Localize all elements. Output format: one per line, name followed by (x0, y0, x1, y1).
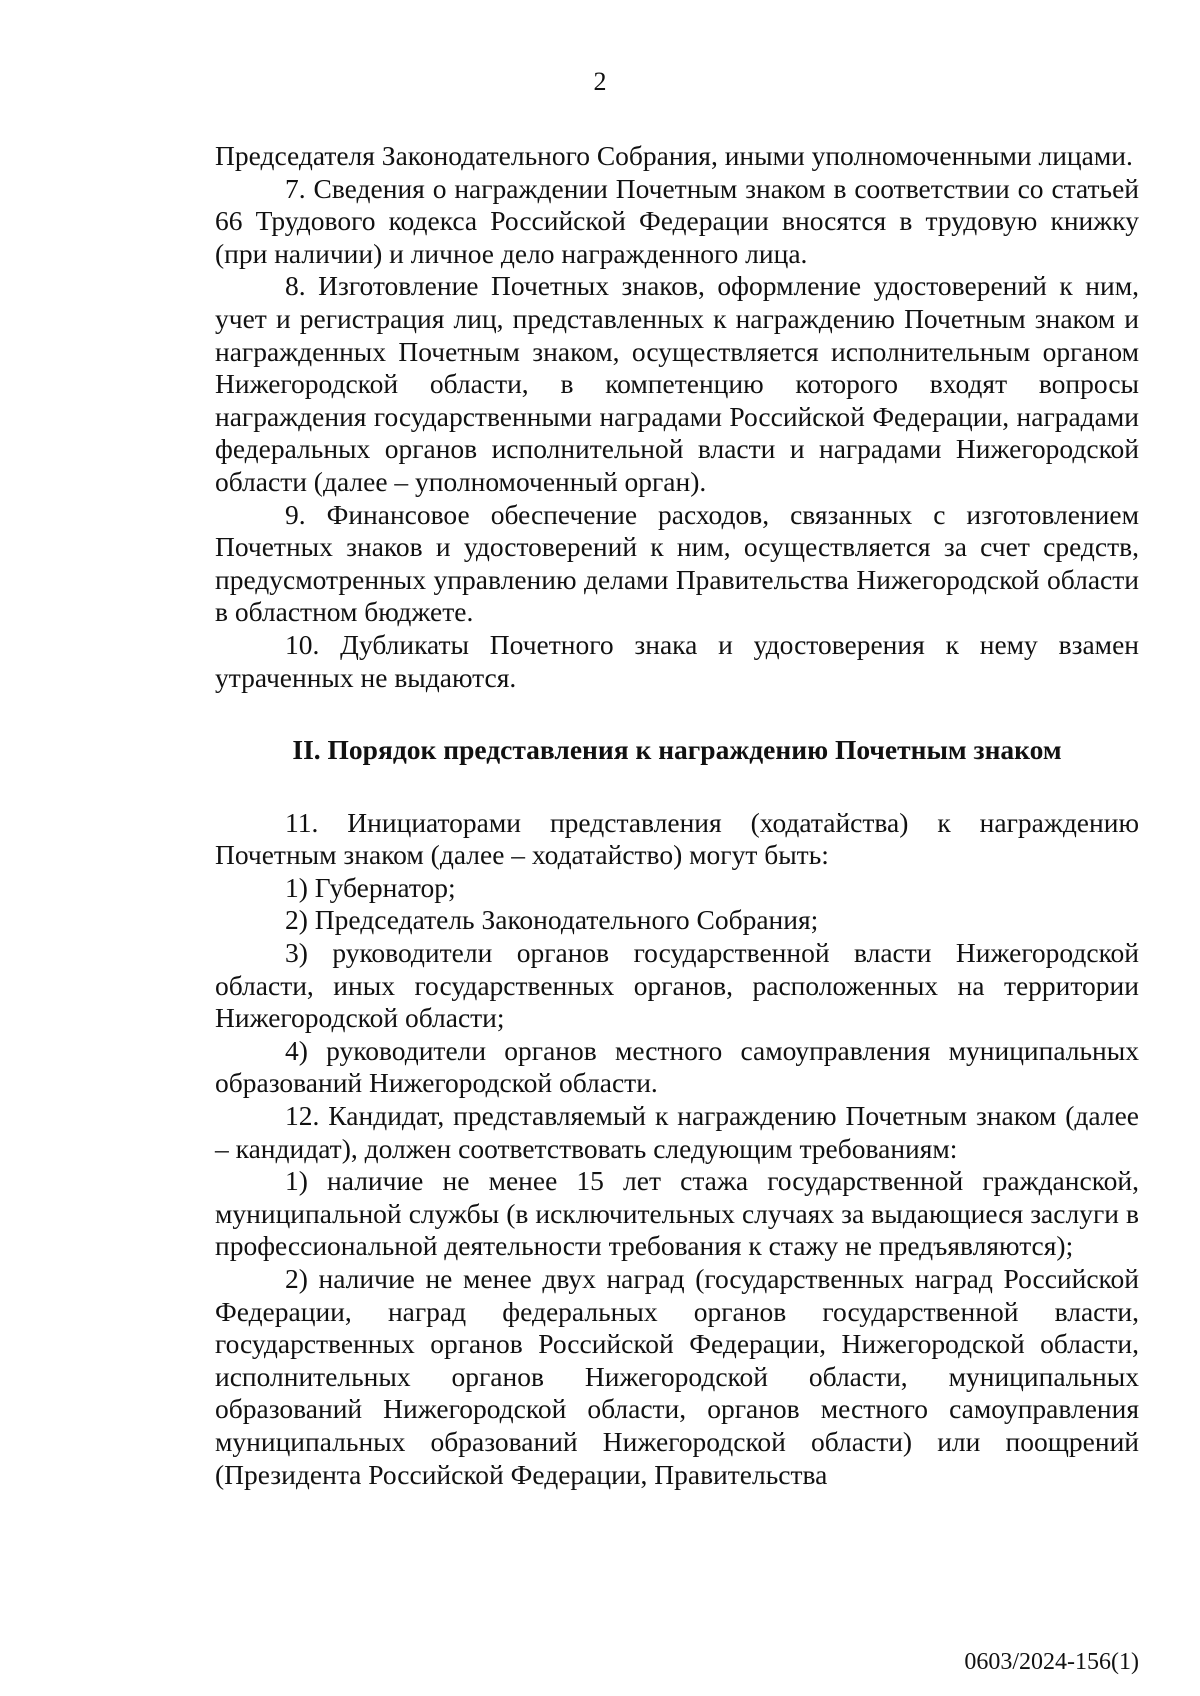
requirement-service-length: 1) наличие не менее 15 лет стажа государственной гражданской, муниципальной службы (в исключительных случаях за выдающиеся заслуги в профессиональной деятельности требования к стажу не предъявляются); (215, 1165, 1139, 1262)
list-item-state-authorities: 3) руководители органов государственной власти Нижегородской области, иных государственных органов, расположенных на территории Нижегородской области; (215, 937, 1139, 1034)
paragraph-item-7: 7. Сведения о награждении Почетным знаком в соответствии со статьей 66 Трудового кодекса Российской Федерации вносятся в трудовую книжку (при наличии) и личное дело награжденного лица. (215, 172, 1139, 269)
list-item-chairman: 2) Председатель Законодательного Собрания; (285, 904, 819, 936)
paragraph-item-9: 9. Финансовое обеспечение расходов, связанных с изготовлением Почетных знаков и удостоверений к ним, осуществляется за счет средств, предусмотренных управлению делами Правительства Нижегородской области в областном бюджете. (215, 498, 1139, 628)
document-code: 0603/2024-156(1) (964, 1649, 1139, 1675)
list-item-governor: 1) Губернатор; (285, 871, 456, 903)
paragraph-item-10: 10. Дубликаты Почетного знака и удостоверения к нему взамен утраченных не выдаются. (215, 628, 1139, 693)
section-heading: II. Порядок представления к награждению Почетным знаком (292, 734, 1062, 766)
list-item-local-government: 4) руководители органов местного самоуправления муниципальных образований Нижегородской области. (215, 1034, 1139, 1099)
paragraph-item-11: 11. Инициаторами представления (ходатайства) к награждению Почетным знаком (далее – ходатайство) могут быть: (215, 806, 1139, 871)
paragraph-continuation: Председателя Законодательного Собрания, иными уполномоченными лицами. (215, 140, 1133, 171)
paragraph-item-8: 8. Изготовление Почетных знаков, оформление удостоверений к ним, учет и регистрация лиц, представленных к награждению Почетным знаком и награжденных Почетным знаком, осуществляется исполнительным органом Нижегородской области, в компетенцию которого входят вопросы награждения государственными наградами Российской Федерации, наградами федеральных органов исполнительной власти и наградами Нижегородской области (далее – уполномоченный орган). (215, 270, 1139, 497)
page-number: 2 (593, 67, 607, 96)
document-body (215, 140, 1139, 1491)
paragraph-item-12: 12. Кандидат, представляемый к награждению Почетным знаком (далее – кандидат), должен соответствовать следующим требованиям: (215, 1100, 1139, 1164)
requirement-awards: 2) наличие не менее двух наград (государственных наград Российской Федерации, наград федеральных органов государственной власти, государственных органов Российской Федерации, Нижегородской области, исполнительных органов Нижегородской области, муниципальных образований Нижегородской области, органов местного самоуправления муниципальных образований Нижегородской области) или поощрений (Президента Российской Федерации, Правительства (215, 1263, 1139, 1490)
